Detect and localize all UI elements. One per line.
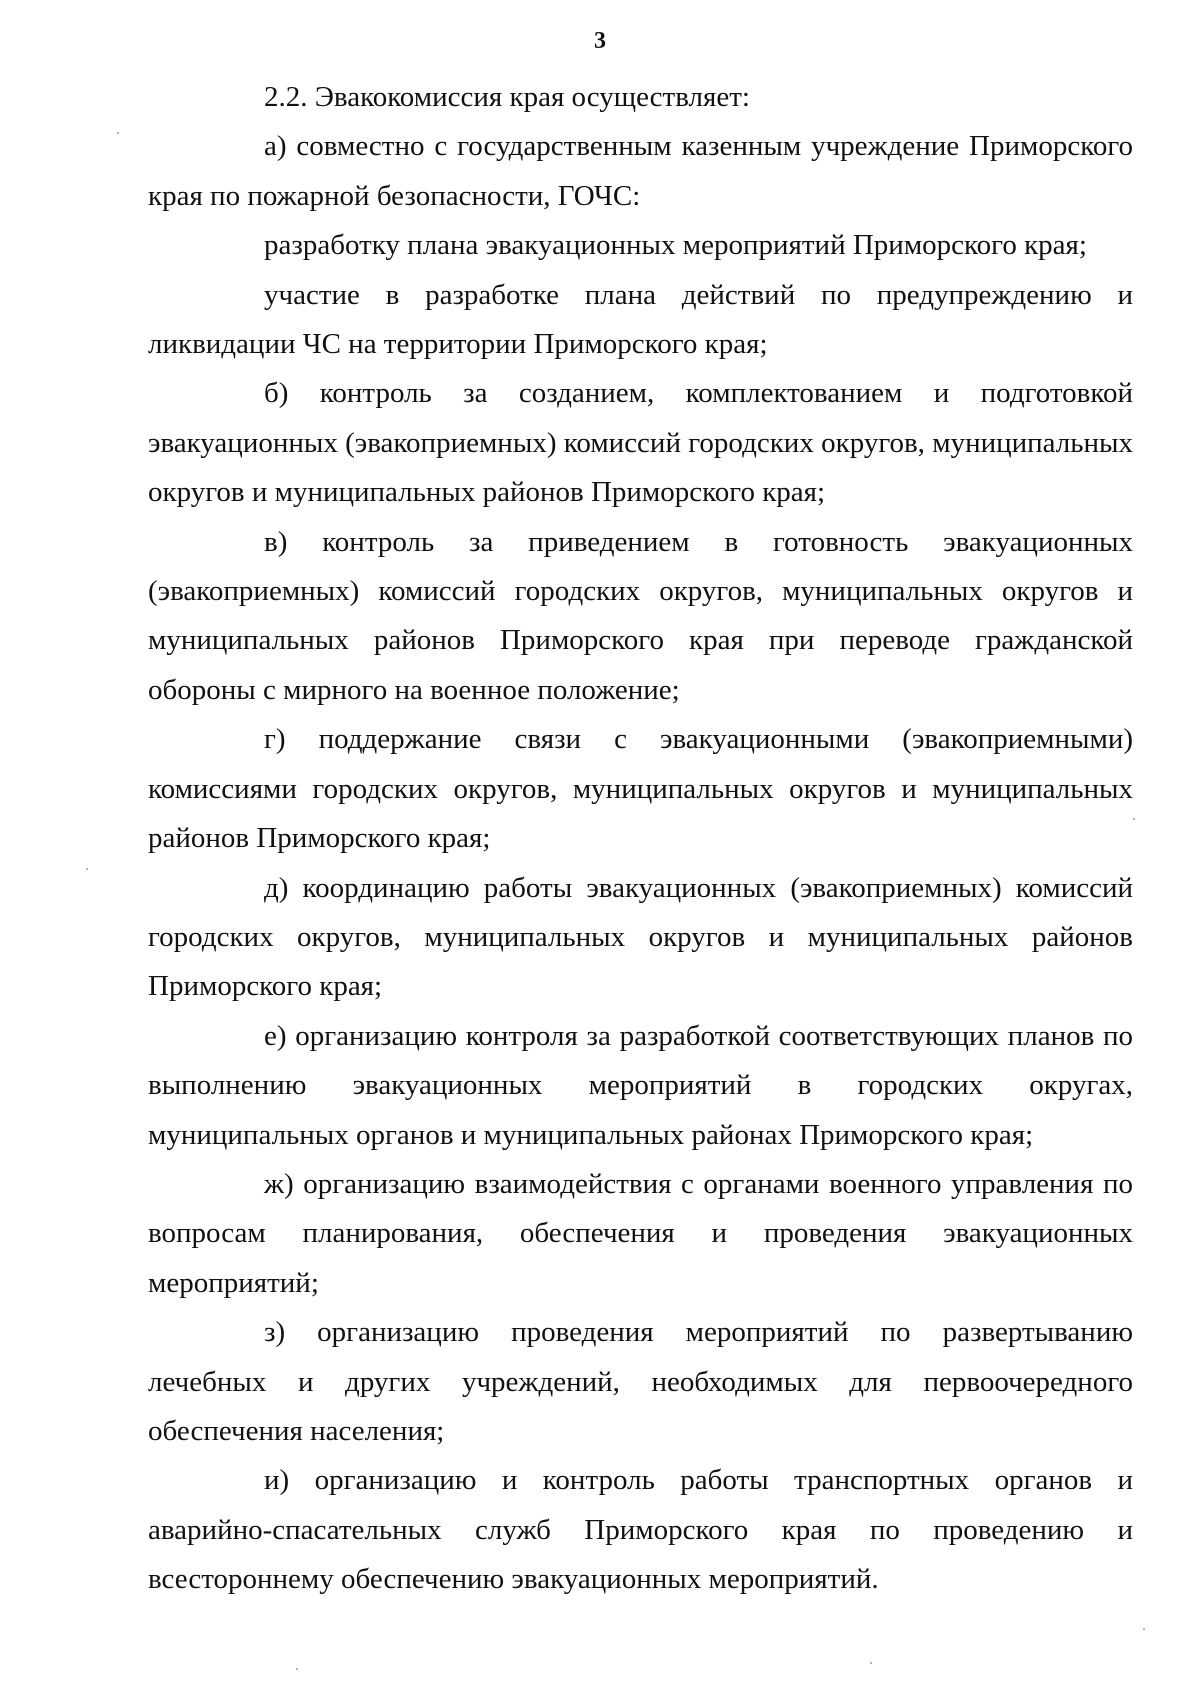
paragraph-item-b: б) контроль за созданием, комплектованием и подготовкой эвакуационных (эвакоприемных) комиссий городских округов, муниципальных округов и муниципальных районов Приморского края;: [148, 377, 1133, 509]
scan-speck: [1133, 818, 1135, 820]
paragraph-item-a: а) совместно с государственным казенным учреждение Приморского края по пожарной безопасности, ГОЧС:: [148, 130, 1133, 212]
paragraph-item-zh: ж) организацию взаимодействия с органами военного управления по вопросам планирования, обеспечения и проведения эвакуационных мероприятий;: [148, 1167, 1133, 1299]
paragraph-item-z: з) организацию проведения мероприятий по развертыванию лечебных и других учреждений, необходимых для первоочередного обеспечения населения;: [148, 1316, 1133, 1447]
paragraph-item-a-participation: участие в разработке плана действий по предупреждению и ликвидации ЧС на территории Приморского края;: [148, 278, 1133, 361]
paragraph-item-v: в) контроль за приведением в готовность эвакуационных (эвакоприемных) комиссий городских округов, муниципальных округов и муниципальных районов Приморского края при переводе гражданской обороны с мирного на военное положение;: [148, 525, 1133, 706]
paragraph-item-d: д) координацию работы эвакуационных (эвакоприемных) комиссий городских округов, муниципальных округов и муниципальных районов Приморского края;: [148, 871, 1133, 1003]
document-body: [148, 73, 1133, 1605]
paragraph-item-a-plan: разработку плана эвакуационных мероприятий Приморского края;: [264, 229, 1087, 262]
scan-speck: [117, 132, 119, 134]
paragraph-item-g: г) поддержание связи с эвакуационными (эвакоприемными) комиссиями городских округов, муниципальных округов и муниципальных районов Приморского края;: [148, 723, 1133, 855]
page-number: 3: [594, 28, 606, 54]
scan-speck: [1143, 1628, 1145, 1630]
scan-speck: [86, 868, 88, 870]
paragraph-item-e: е) организацию контроля за разработкой соответствующих планов по выполнению эвакуационных мероприятий в городских округах, муниципальных органов и муниципальных районах Приморского края;: [148, 1019, 1133, 1151]
paragraph-section-heading: 2.2. Эвакокомиссия края осуществляет:: [264, 81, 750, 113]
scan-speck: [870, 1662, 872, 1664]
scan-speck: [296, 1668, 298, 1670]
paragraph-item-i: и) организацию и контроль работы транспортных органов и аварийно-спасательных служб Приморского края по проведению и всестороннему обеспечению эвакуационных мероприятий.: [148, 1464, 1133, 1596]
